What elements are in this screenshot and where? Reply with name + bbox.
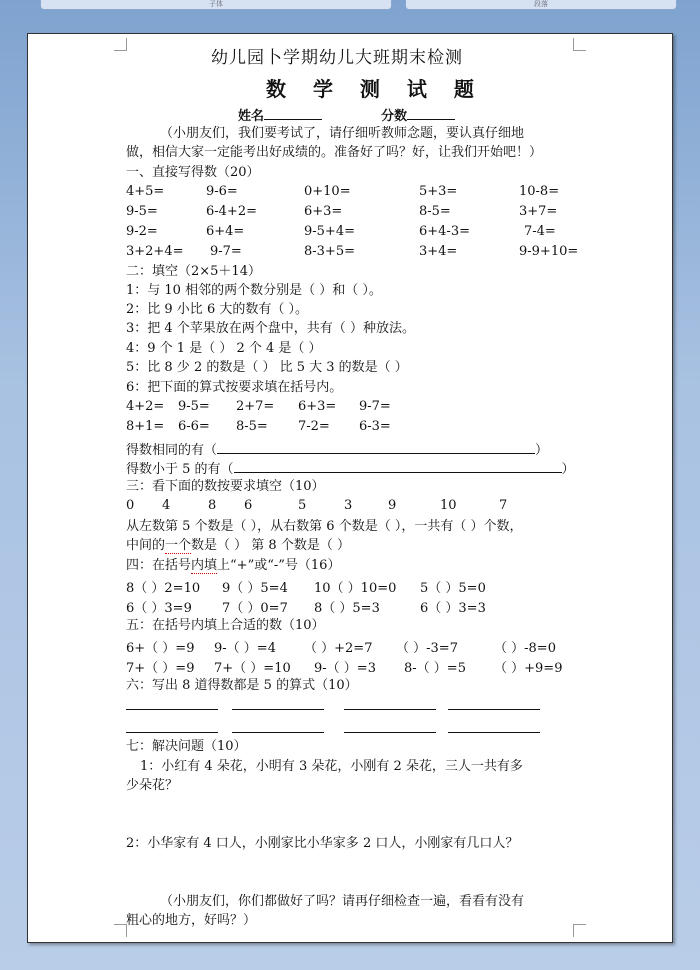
problem-2: 2：小华家有 4 口人，小刚家比小华家多 2 口人，小刚家有几口人？	[126, 836, 519, 851]
sequence-number: 8	[208, 498, 217, 513]
sequence-number: 7	[499, 498, 508, 513]
section-2-q2: 2：比 9 小比 6 大的数有（ ）。	[126, 302, 308, 317]
same-result-line	[126, 439, 548, 457]
section-3-line-1: 从左数第 5 个数是（ ），从右数第 6 个数是（ ），一共有（ ）个数，	[126, 519, 523, 534]
equation: 6-4+2=	[206, 204, 257, 219]
crop-mark-bottom-right	[573, 924, 586, 937]
equation: 9-9+10=	[519, 244, 579, 259]
name-label: 姓名	[238, 109, 265, 124]
equation: 4+2=	[126, 399, 165, 414]
equation: 3+7=	[519, 204, 558, 219]
section-4-heading	[126, 557, 340, 575]
equation: 2+7=	[236, 399, 275, 414]
equation: 5+3=	[419, 184, 458, 199]
answer-line[interactable]	[232, 709, 324, 710]
ribbon-tab-paragraph[interactable]: 段落	[405, 0, 677, 10]
section-4-heading-b: 内填	[191, 558, 218, 573]
problem-1-line-2: 少朵花？	[126, 778, 179, 793]
less-than-five-blank[interactable]	[234, 458, 562, 473]
sequence-number: 5	[298, 498, 307, 513]
page-subtitle: 数 学 测 试 题	[266, 77, 484, 101]
same-result-label: 得数相同的有（	[126, 443, 218, 458]
equation: 3+4=	[419, 244, 458, 259]
equation: 9-5=	[178, 399, 210, 414]
problem-1-line-1: 1：小红有 4 朵花，小明有 3 朵花，小刚有 2 朵花，三人一共有多	[140, 759, 523, 774]
answer-line[interactable]	[126, 732, 218, 733]
equation: 8（ ）5=3	[314, 601, 380, 616]
section-3-line-2c: 数是（ ） 第 8 个数是（ ）	[191, 538, 350, 553]
equation: 9-7=	[210, 244, 242, 259]
equation: 6（ ）3=9	[126, 601, 192, 616]
sequence-number: 4	[162, 498, 171, 513]
equation: 6+4=	[206, 224, 245, 239]
equation: 7（ ）0=7	[222, 601, 288, 616]
equation: 6+3=	[298, 399, 337, 414]
section-3-line-2	[126, 537, 350, 555]
equation: 10-8=	[519, 184, 560, 199]
section-3-line-2a: 中间的	[126, 538, 166, 553]
intro-line-2: 做，相信大家一定能考出好成绩的。准备好了吗？好，让我们开始吧！）	[126, 145, 543, 160]
equation: 7+（ ）=9	[126, 661, 195, 676]
section-3-heading: 三：看下面的数按要求填空（10）	[126, 479, 325, 494]
section-7-heading: 七：解决问题（10）	[126, 739, 247, 754]
same-result-blank[interactable]	[217, 439, 535, 454]
equation: 10（ ）10=0	[314, 581, 397, 596]
section-2-heading: 二：填空（2×5＋14）	[126, 264, 261, 279]
sequence-number: 3	[344, 498, 353, 513]
section-2-q6: 6：把下面的算式按要求填在括号内。	[126, 380, 343, 395]
equation: 9-6=	[206, 184, 238, 199]
less-than-five-line	[126, 458, 575, 476]
equation: 7-2=	[298, 419, 330, 434]
section-4-heading-a: 四：在括号	[126, 558, 192, 573]
name-blank[interactable]	[264, 105, 322, 120]
equation: 7-4=	[524, 224, 556, 239]
intro-line-1: （小朋友们，我们要考试了，请仔细听教师念题，要认真仔细地	[160, 126, 525, 141]
equation: 8-（ ）=5	[404, 661, 466, 676]
section-6-heading: 六：写出 8 道得数都是 5 的算式（10）	[126, 678, 358, 693]
sequence-number: 0	[126, 498, 135, 513]
equation: 6-6=	[178, 419, 210, 434]
answer-line[interactable]	[126, 709, 218, 710]
sequence-number: 10	[440, 498, 457, 513]
crop-mark-top-left	[114, 38, 127, 51]
equation: （ ）-3=7	[396, 641, 458, 656]
equation: 8-3+5=	[304, 244, 355, 259]
answer-line[interactable]	[448, 732, 540, 733]
equation: 8+1=	[126, 419, 165, 434]
section-4-heading-c: 上“+”或“-”号（16）	[217, 558, 341, 573]
equation: 6+4-3=	[419, 224, 470, 239]
ribbon-tab-font[interactable]: 子体	[40, 0, 392, 10]
equation: 9-7=	[359, 399, 391, 414]
equation: 9（ ）5=4	[222, 581, 288, 596]
equation: 9-5=	[126, 204, 158, 219]
same-result-close: ）	[535, 443, 549, 458]
equation: 8-5=	[236, 419, 268, 434]
section-5-heading: 五：在括号内填上合适的数（10）	[126, 618, 325, 633]
top-ruler	[0, 0, 700, 12]
score-label: 分数	[381, 109, 408, 124]
crop-mark-top-right	[573, 38, 586, 51]
section-3-line-2b: 一个	[165, 538, 192, 553]
answer-line[interactable]	[344, 732, 436, 733]
sequence-number: 9	[388, 498, 397, 513]
equation: 9-（ ）=4	[214, 641, 276, 656]
equation: （ ）+2=7	[304, 641, 373, 656]
equation: 6-3=	[359, 419, 391, 434]
equation: 7+（ ）=10	[214, 661, 291, 676]
answer-line[interactable]	[448, 709, 540, 710]
equation: 8（ ）2=10	[126, 581, 201, 596]
equation: 9-2=	[126, 224, 158, 239]
less-than-five-label: 得数小于 5 的有（	[126, 462, 234, 477]
score-blank[interactable]	[407, 105, 455, 120]
equation: 3+2+4=	[126, 244, 184, 259]
equation: （ ）-8=0	[494, 641, 556, 656]
section-1-heading: 一、直接写得数（20）	[126, 165, 260, 180]
closing-line-2: 粗心的地方，好吗？）	[126, 913, 257, 928]
equation: 6+（ ）=9	[126, 641, 195, 656]
section-2-q1: 1：与 10 相邻的两个数分别是（ ）和（ ）。	[126, 283, 382, 298]
page-title: 幼儿园卜学期幼儿大班期末检测	[211, 48, 463, 68]
equation: 9-5+4=	[304, 224, 355, 239]
equation: 8-5=	[419, 204, 451, 219]
equation: 6（ ）3=3	[420, 601, 486, 616]
name-score-line	[238, 105, 455, 123]
equation: （ ）+9=9	[494, 661, 563, 676]
closing-line-1: （小朋友们，你们都做好了吗？请再仔细检查一遍，看看有没有	[160, 894, 525, 909]
equation: 6+3=	[304, 204, 343, 219]
answer-line[interactable]	[232, 732, 324, 733]
section-2-q3: 3：把 4 个苹果放在两个盘中，共有（ ）种放法。	[126, 321, 415, 336]
section-2-q4: 4：9 个 1 是（ ） 2 个 4 是（ ）	[126, 341, 322, 356]
section-2-q5: 5：比 8 少 2 的数是（ ） 比 5 大 3 的数是（ ）	[126, 360, 408, 375]
equation: 5（ ）5=0	[420, 581, 486, 596]
equation: 4+5=	[126, 184, 165, 199]
answer-line[interactable]	[344, 709, 436, 710]
document-page	[27, 33, 673, 943]
sequence-number: 6	[244, 498, 253, 513]
equation: 9-（ ）=3	[314, 661, 376, 676]
less-than-five-close: ）	[561, 462, 575, 477]
equation: 0+10=	[304, 184, 351, 199]
